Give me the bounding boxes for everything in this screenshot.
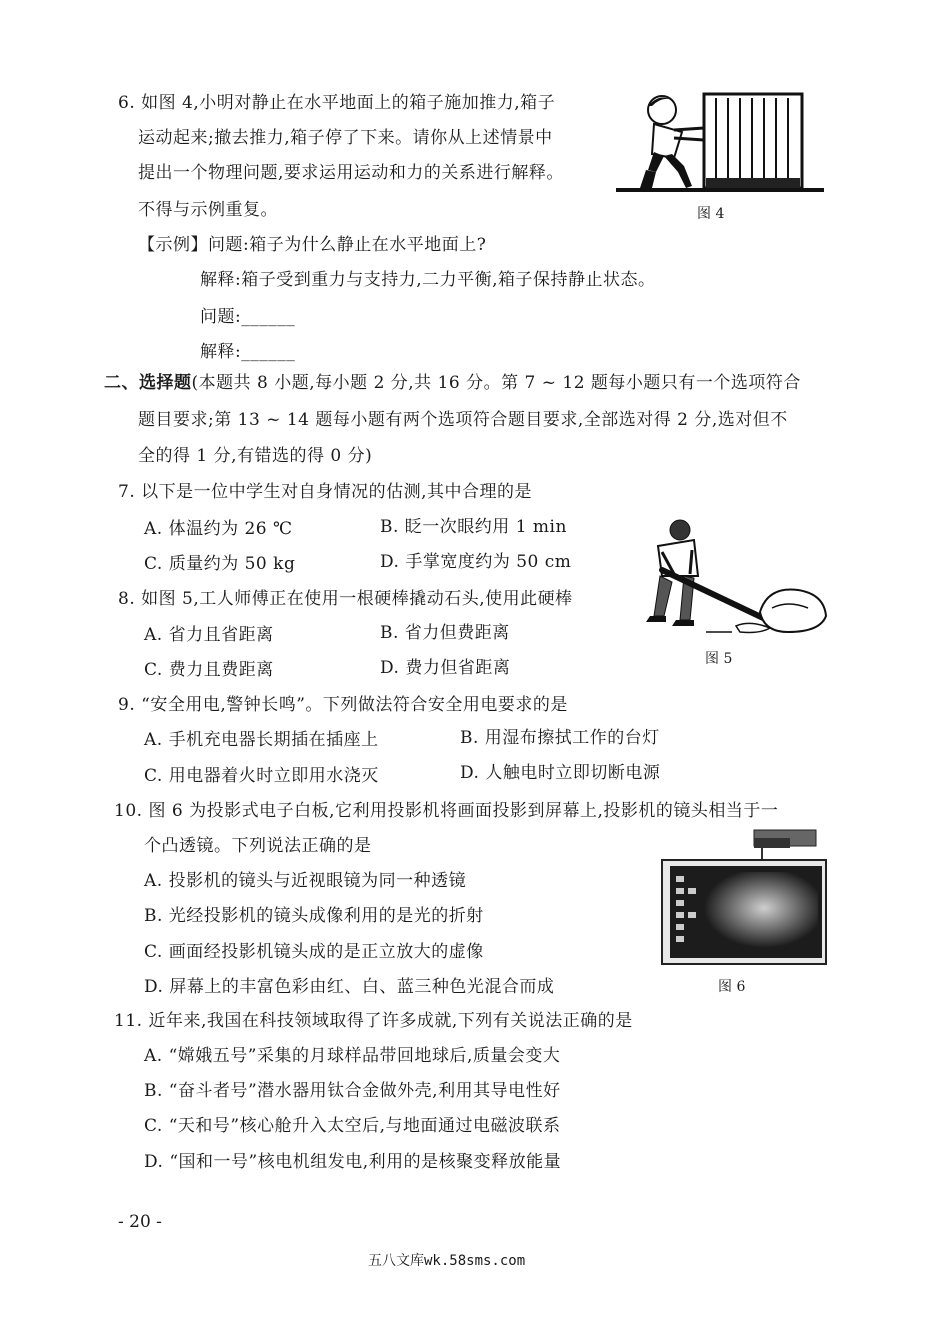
page-number: - 20 -	[118, 1212, 162, 1232]
q9-option-b: B. 用湿布擦拭工作的台灯	[460, 728, 660, 748]
q7-option-b: B. 眨一次眼约用 1 min	[380, 517, 567, 537]
q9-option-d: D. 人触电时立即切断电源	[460, 763, 661, 783]
q6-line-4: 不得与示例重复。	[138, 200, 278, 220]
q10-stem-1: 10. 图 6 为投影式电子白板,它利用投影机将画面投影到屏幕上,投影机的镜头相当于一	[114, 801, 779, 821]
figure-6-caption: 图 6	[718, 979, 746, 995]
q7-stem: 7. 以下是一位中学生对自身情况的估测,其中合理的是	[118, 482, 533, 502]
q10-option-c: C. 画面经投影机镜头成的是正立放大的虚像	[144, 942, 484, 962]
footer-watermark: 五八文库wk.58sms.com	[368, 1253, 526, 1269]
figure-6-projector-whiteboard	[658, 826, 830, 966]
q9-option-c: C. 用电器着火时立即用水浇灭	[144, 766, 379, 786]
section-2-desc-3: 全的得 1 分,有错选的得 0 分)	[138, 446, 373, 466]
figure-5-caption: 图 5	[705, 651, 733, 667]
q11-option-c: C. “天和号”核心舱升入太空后,与地面通过电磁波联系	[144, 1116, 561, 1136]
q8-option-a: A. 省力且省距离	[144, 625, 274, 645]
q8-stem: 8. 如图 5,工人师傅正在使用一根硬棒撬动石头,使用此硬棒	[118, 589, 573, 609]
q9-option-a: A. 手机充电器长期插在插座上	[144, 730, 379, 750]
figure-5-worker-lever	[632, 516, 832, 642]
q6-example-question: 【示例】问题:箱子为什么静止在水平地面上?	[138, 235, 487, 255]
q10-option-d: D. 屏幕上的丰富色彩由红、白、蓝三种色光混合而成	[144, 977, 555, 997]
q6-example-answer: 解释:箱子受到重力与支持力,二力平衡,箱子保持静止状态。	[200, 270, 656, 290]
q9-stem: 9. “安全用电,警钟长鸣”。下列做法符合安全用电要求的是	[118, 695, 568, 715]
q8-option-b: B. 省力但费距离	[380, 623, 510, 643]
q6-line-2: 运动起来;撤去推力,箱子停了下来。请你从上述情景中	[138, 128, 553, 148]
q7-option-c: C. 质量约为 50 kg	[144, 554, 296, 574]
q6-line-1: 6. 如图 4,小明对静止在水平地面上的箱子施加推力,箱子	[118, 93, 556, 113]
section-2-desc-1: (本题共 8 小题,每小题 2 分,共 16 分。第 7 ~ 12 题每小题只有一个选项符合	[191, 373, 801, 393]
q6-answer-blank: 解释:______	[200, 342, 296, 362]
q10-stem-2: 个凸透镜。下列说法正确的是	[144, 836, 372, 856]
q11-option-a: A. “嫦娥五号”采集的月球样品带回地球后,质量会变大	[144, 1046, 561, 1066]
q6-line-3: 提出一个物理问题,要求运用运动和力的关系进行解释。	[138, 163, 564, 183]
section-2-desc-2: 题目要求;第 13 ~ 14 题每小题有两个选项符合题目要求,全部选对得 2 分,选对但不	[138, 410, 788, 430]
q10-option-a: A. 投影机的镜头与近视眼镜为同一种透镜	[144, 871, 467, 891]
q6-question-blank: 问题:______	[200, 307, 296, 327]
figure-4-caption: 图 4	[697, 206, 725, 222]
q11-stem: 11. 近年来,我国在科技领域取得了许多成就,下列有关说法正确的是	[114, 1011, 633, 1031]
q8-option-c: C. 费力且费距离	[144, 660, 274, 680]
q7-option-d: D. 手掌宽度约为 50 cm	[380, 552, 572, 572]
section-2-title: 二、选择题	[104, 373, 192, 393]
q11-option-d: D. “国和一号”核电机组发电,利用的是核聚变释放能量	[144, 1152, 562, 1172]
section-2-heading	[104, 372, 801, 394]
figure-4-boy-pushing-box	[612, 88, 827, 196]
q8-option-d: D. 费力但省距离	[380, 658, 511, 678]
q7-option-a: A. 体温约为 26 ℃	[144, 519, 293, 539]
q10-option-b: B. 光经投影机的镜头成像利用的是光的折射	[144, 906, 484, 926]
q11-option-b: B. “奋斗者号”潜水器用钛合金做外壳,利用其导电性好	[144, 1081, 561, 1101]
